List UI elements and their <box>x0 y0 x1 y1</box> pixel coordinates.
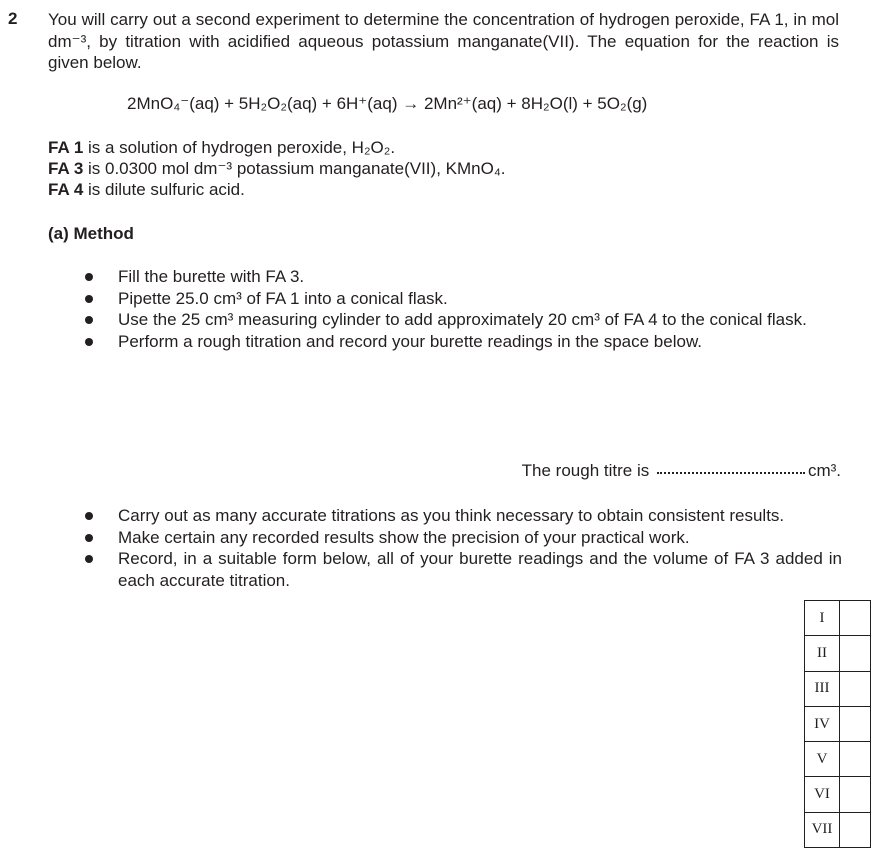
method-steps-2 <box>82 505 842 591</box>
solution-fa1 <box>48 137 395 159</box>
mark-box[interactable] <box>840 706 871 741</box>
mark-row <box>805 812 871 847</box>
step-text: Pipette 25.0 cm³ of FA 1 into a conical flask. <box>118 288 448 308</box>
bullet-icon <box>85 555 93 563</box>
bullet-icon <box>85 273 93 281</box>
mark-row <box>805 671 871 706</box>
part-a-heading: (a) Method <box>48 224 134 243</box>
solution-label: FA 3 <box>48 159 84 178</box>
step-text: Make certain any recorded results show the precision of your practical work. <box>118 527 690 547</box>
bullet-icon <box>85 316 93 324</box>
solution-fa4 <box>48 179 245 201</box>
mark-row <box>805 601 871 636</box>
step-text: Record, in a suitable form below, all of your burette readings and the volume of FA 3 added in each accurate titration. <box>118 549 842 590</box>
reaction-equation: 2MnO₄⁻(aq) + 5H₂O₂(aq) + 6H⁺(aq) → 2Mn²⁺(aq) + 8H₂O(l) + 5O₂(g) <box>127 94 648 113</box>
step-text: Use the 25 cm³ measuring cylinder to add approximately 20 cm³ of FA 4 to the conical flask. <box>118 310 807 329</box>
rough-titre-label: The rough titre is <box>521 461 650 480</box>
method-step <box>82 331 842 353</box>
mark-row <box>805 636 871 671</box>
method-step <box>82 309 842 331</box>
bullet-icon <box>85 338 93 346</box>
method-step <box>82 527 842 549</box>
solution-label: FA 1 <box>48 138 84 157</box>
solution-text: is dilute sulfuric acid. <box>83 180 245 199</box>
mark-label: II <box>805 636 840 671</box>
rough-titre-answer-space[interactable] <box>657 472 805 474</box>
step-text: Fill the burette with FA 3. <box>118 267 305 286</box>
method-step <box>82 548 842 591</box>
bullet-icon <box>85 534 93 542</box>
mark-label: VI <box>805 777 840 812</box>
mark-row <box>805 777 871 812</box>
mark-box[interactable] <box>840 812 871 847</box>
mark-box[interactable] <box>840 671 871 706</box>
question-intro: You will carry out a second experiment to determine the concentration of hydrogen peroxide, FA 1, in mol dm⁻³, by titration with acidified aqueous potassium manganate(VII). The equation for the reaction is given below. <box>48 10 839 72</box>
bullet-icon <box>85 295 93 303</box>
mark-label: VII <box>805 812 840 847</box>
method-step <box>82 505 842 527</box>
solution-text: is 0.0300 mol dm⁻³ potassium manganate(VII), KMnO₄. <box>83 159 506 178</box>
mark-box[interactable] <box>840 636 871 671</box>
step-text: Carry out as many accurate titrations as you think necessary to obtain consistent results. <box>118 506 785 525</box>
solution-fa3 <box>48 158 505 180</box>
bullet-icon <box>85 512 93 520</box>
mark-table <box>804 600 871 848</box>
method-step <box>82 266 842 288</box>
mark-box[interactable] <box>840 601 871 636</box>
mark-box[interactable] <box>840 742 871 777</box>
mark-box[interactable] <box>840 777 871 812</box>
solution-text: is a solution of hydrogen peroxide, H₂O₂. <box>83 138 396 157</box>
solution-label: FA 4 <box>48 180 84 199</box>
rough-titre-unit: cm³. <box>807 461 841 480</box>
mark-label: IV <box>805 706 840 741</box>
mark-label: V <box>805 742 840 777</box>
rough-titre-line <box>522 461 841 481</box>
question-number: 2 <box>8 9 18 28</box>
method-step <box>82 288 842 310</box>
mark-row <box>805 706 871 741</box>
mark-row <box>805 742 871 777</box>
mark-label: III <box>805 671 840 706</box>
step-text: Perform a rough titration and record your burette readings in the space below. <box>118 331 703 351</box>
mark-label: I <box>805 601 840 636</box>
method-steps-1 <box>82 266 842 352</box>
